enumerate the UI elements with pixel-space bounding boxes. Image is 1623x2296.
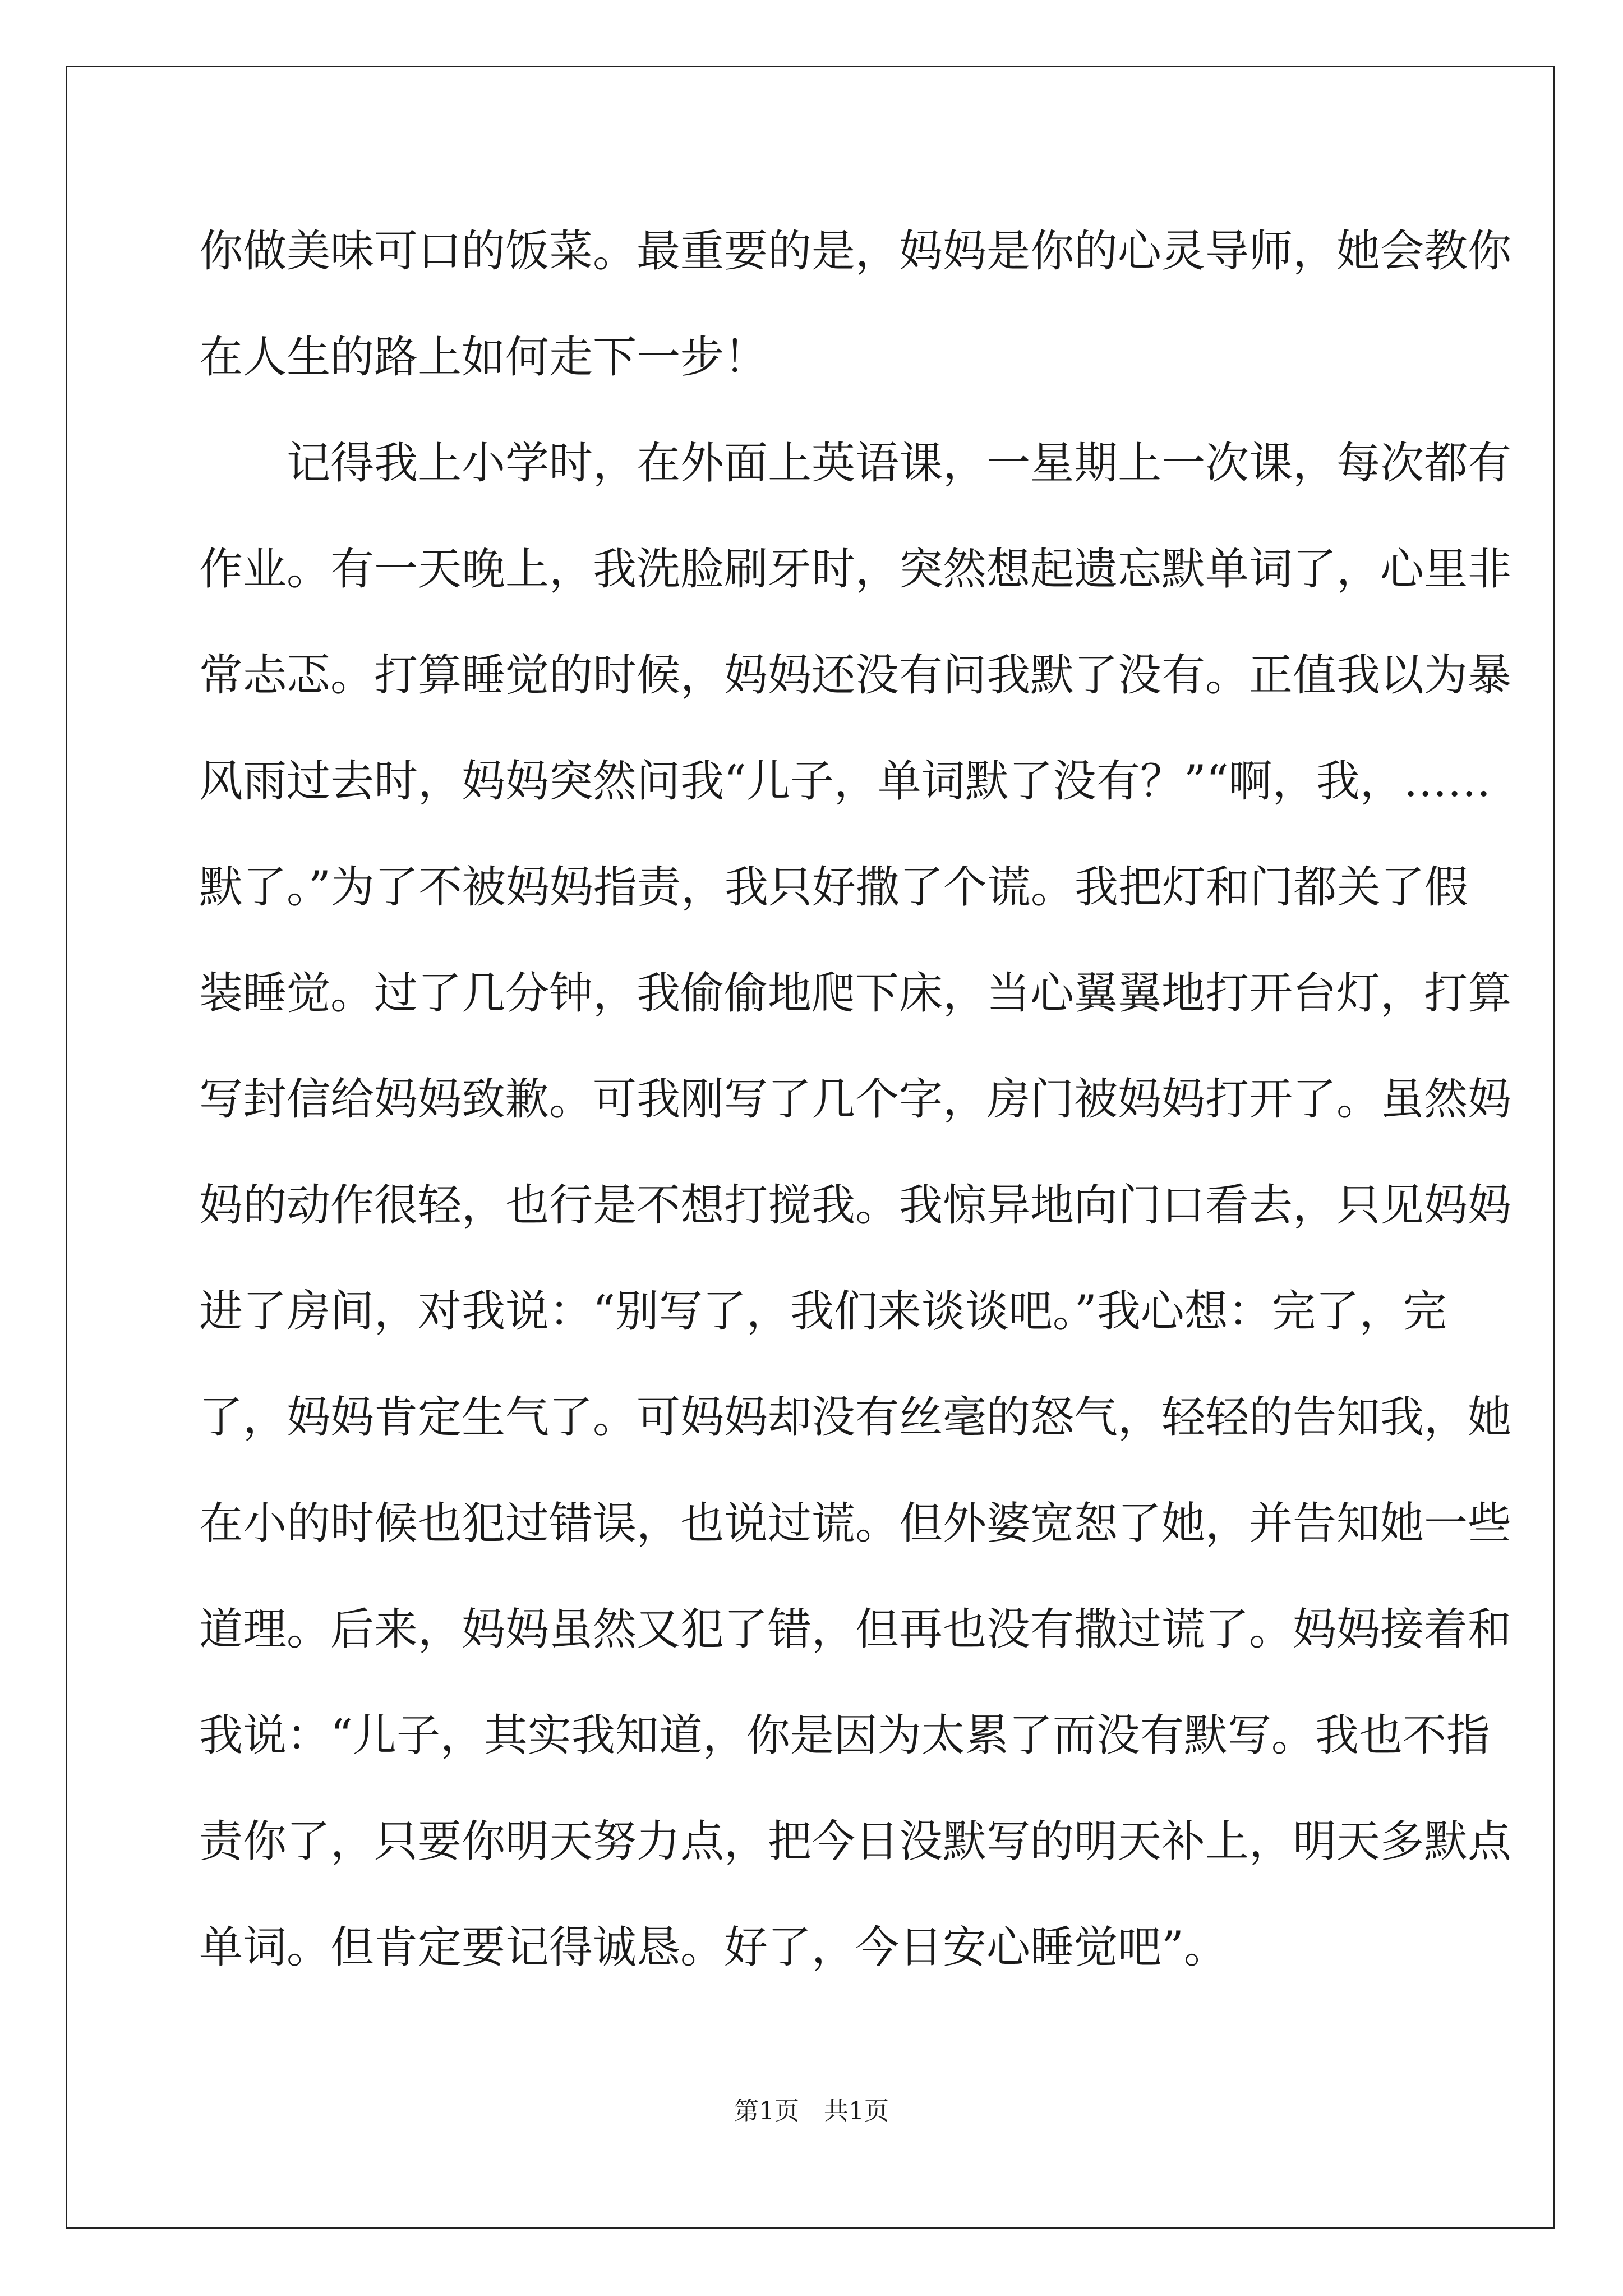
text-line: 单词。但肯定要记得诚恳。好了，今日安心睡觉吧”。 xyxy=(199,1922,1228,1973)
text-line: 默了。”为了不被妈妈指责，我只好撒了个谎。我把灯和门都关了假 xyxy=(199,862,1468,913)
text-line: 责你了，只要你明天努力点，把今日没默写的明天补上，明天多默点 xyxy=(199,1816,1512,1867)
text-line: 装睡觉。过了几分钟，我偷偷地爬下床，当心翼翼地打开台灯，打算 xyxy=(199,968,1512,1019)
text-line: 你做美味可口的饭菜。最重要的是，妈妈是你的心灵导师，她会教你 xyxy=(199,226,1512,277)
text-line: 我说：“儿子，其实我知道，你是因为太累了而没有默写。我也不指 xyxy=(199,1710,1490,1761)
page-footer: 第1页 共1页 xyxy=(734,2097,889,2125)
text-line: 进了房间，对我说：“别写了，我们来谈谈吧。”我心想：完了，完 xyxy=(199,1286,1447,1337)
text-line: 常忐忑。打算睡觉的时候，妈妈还没有问我默了没有。正值我以为暴 xyxy=(199,650,1512,701)
text-line: 风雨过去时，妈妈突然问我“儿子，单词默了没有？”“啊，我，…… xyxy=(199,756,1491,807)
text-line: 道理。后来，妈妈虽然又犯了错，但再也没有撒过谎了。妈妈接着和 xyxy=(199,1604,1512,1655)
text-line: 写封信给妈妈致歉。可我刚写了几个字，房门被妈妈打开了。虽然妈 xyxy=(199,1074,1512,1125)
document-body xyxy=(199,212,1512,2014)
text-line: 妈的动作很轻，也行是不想打搅我。我惊异地向门口看去，只见妈妈 xyxy=(199,1180,1512,1231)
text-line: 在人生的路上如何走下一步！ xyxy=(199,332,768,383)
text-line: 记得我上小学时，在外面上英语课，一星期上一次课，每次都有 xyxy=(287,438,1512,489)
text-line: 在小的时候也犯过错误，也说过谎。但外婆宽恕了她，并告知她一些 xyxy=(199,1498,1512,1549)
text-line: 作业。有一天晚上，我洗脸刷牙时，突然想起遗忘默单词了，心里非 xyxy=(199,544,1512,595)
text-line: 了，妈妈肯定生气了。可妈妈却没有丝毫的怒气，轻轻的告知我，她 xyxy=(199,1392,1512,1443)
